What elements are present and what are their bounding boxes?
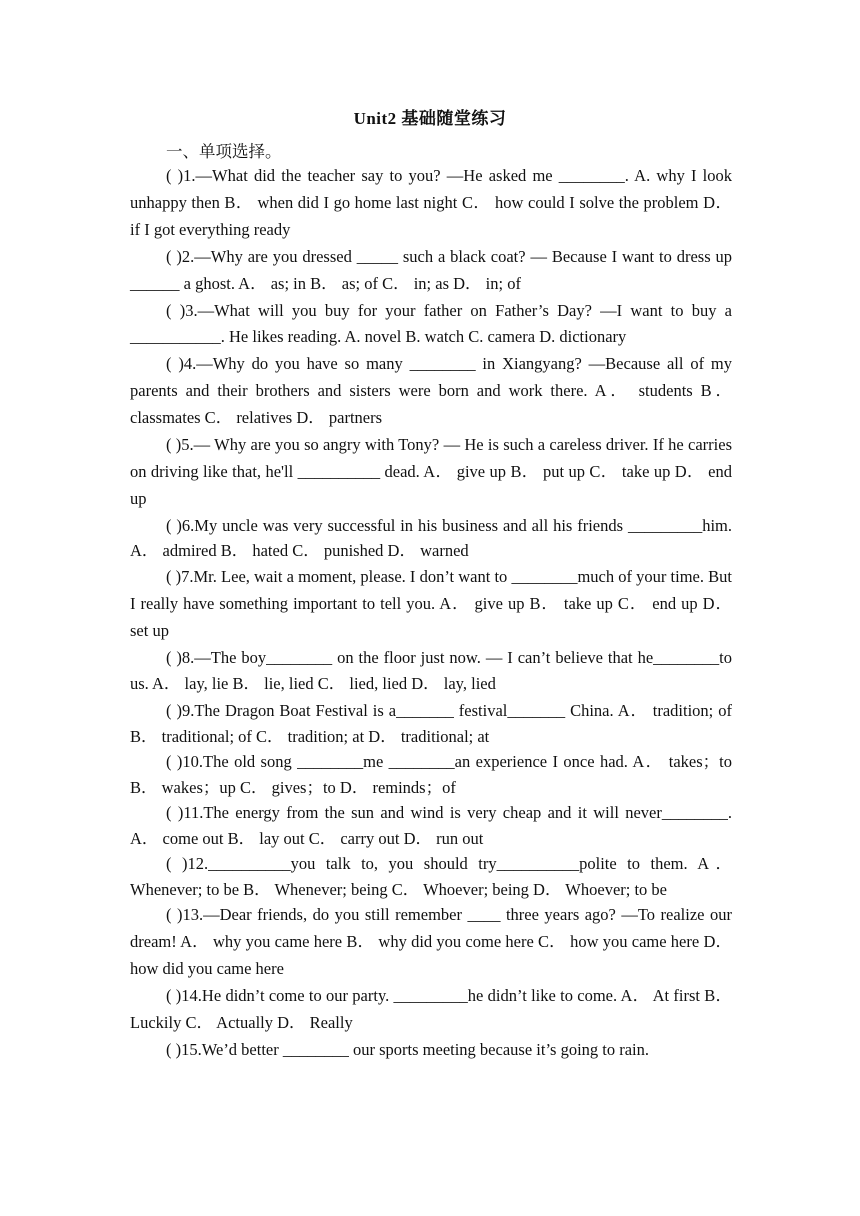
question-6: ( )6.My uncle was very successful in his business and all his friends _________him. A． admired B． hated C． punished D． warned: [130, 515, 732, 561]
page-title: Unit2 基础随堂练习: [353, 109, 507, 128]
question-13: ( )13.—Dear friends, do you still remember ____ three years ago? —To realize our dream! A． why you came here B． why did you come here C． how you came here D． how did you came here: [130, 905, 732, 979]
question-9: ( )9.The Dragon Boat Festival is a_______ festival_______ China. A． tradition; of B． traditional; of C． tradition; at D． traditional; at: [130, 701, 732, 746]
question-3: ( )3.—What will you buy for your father on Father’s Day? —I want to buy a ___________. He likes reading. A. novel B. watch C. camera D. dictionary: [130, 300, 732, 347]
question-15: ( )15.We’d better ________ our sports meeting because it’s going to rain.: [166, 1039, 650, 1059]
question-5: ( )5.— Why are you so angry with Tony? — He is such a careless driver. If he carries on driving like that, he'll __________ dead. A． give up B． put up C． take up D． end up: [130, 435, 732, 508]
question-7: ( )7.Mr. Lee, wait a moment, please. I don’t want to ________much of your time. But I really have something important to tell you. A． give up B． take up C． end up D． set up: [130, 566, 732, 640]
question-4: ( )4.—Why do you have so many ________ in Xiangyang? —Because all of my parents and their brothers and sisters were born and work there. A． students B． classmates C． relatives D． partners: [130, 354, 732, 428]
question-1: ( )1.—What did the teacher say to you? —He asked me ________. A. why I look unhappy then B． when did I go home last night C． how could I solve the problem D． if I got everything ready: [130, 166, 732, 239]
question-list: [130, 163, 732, 1064]
question-11: ( )11.The energy from the sun and wind is very cheap and it will never________. A． come out B． lay out C． carry out D． run out: [130, 803, 732, 848]
section-heading: 一、单项选择。: [166, 142, 282, 161]
question-2: ( )2.—Why are you dressed _____ such a black coat? — Because I want to dress up ______ a ghost. A． as; in B． as; of C． in; as D． in; of: [130, 246, 732, 293]
question-8: ( )8.—The boy________ on the floor just now. — I can’t believe that he________to us. A． lay, lie B． lie, lied C． lied, lied D． lay, lied: [130, 647, 732, 694]
question-10: ( )10.The old song ________me ________an experience I once had. A． takes；to B． wakes；up C． gives；to D． reminds；of: [130, 752, 732, 797]
question-14: ( )14.He didn’t come to our party. _________he didn’t like to come. A． At first B． Luckily C． Actually D． Really: [130, 986, 732, 1032]
question-12: ( )12.__________you talk to, you should try__________polite to them. A． Whenever; to be B． Whenever; being C． Whoever; being D． Whoever; to be: [130, 854, 732, 899]
